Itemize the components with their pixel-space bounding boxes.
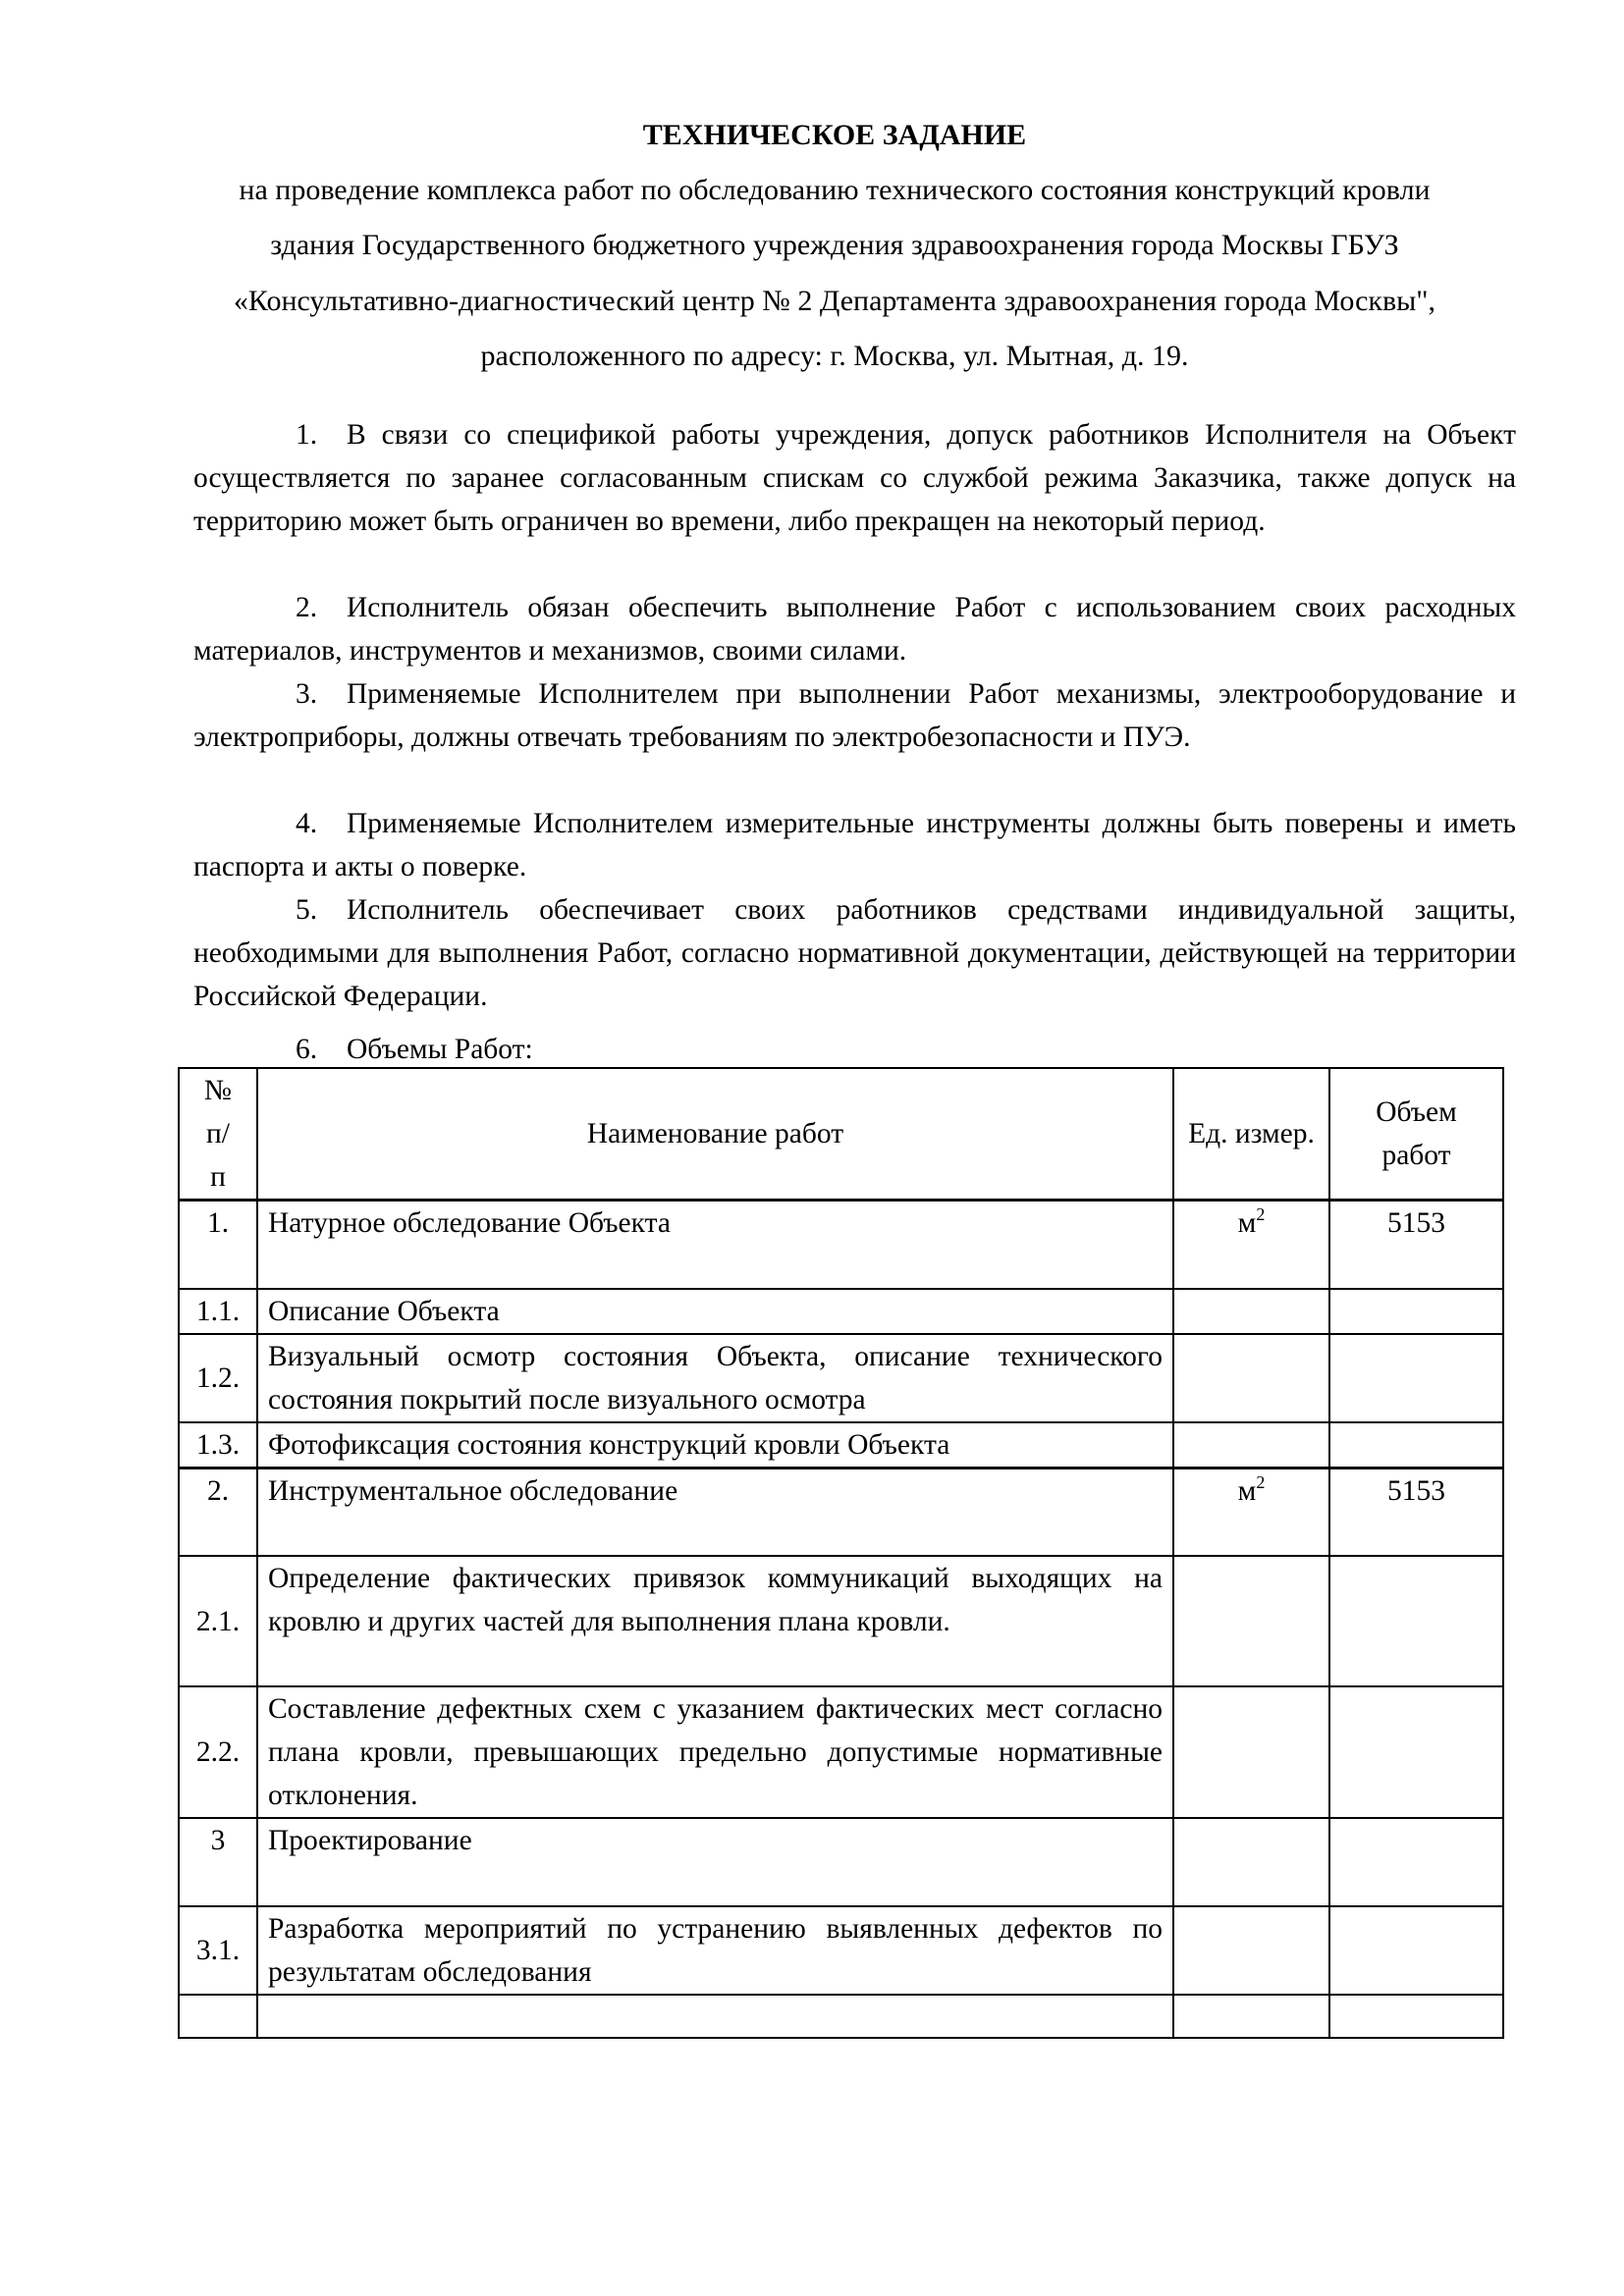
row-name [257, 1995, 1173, 2038]
row-number: 1.3. [179, 1422, 257, 1468]
row-volume [1329, 1422, 1503, 1468]
row-number: 3 [179, 1818, 257, 1906]
row-volume [1329, 1289, 1503, 1334]
row-volume [1329, 1995, 1503, 2038]
table-row [179, 1995, 1503, 2038]
row-number: 1. [179, 1201, 257, 1289]
row-volume: 5153 [1329, 1201, 1503, 1289]
row-number: 3.1. [179, 1906, 257, 1995]
table-row [179, 1686, 1503, 1818]
paragraph-text: Объемы Работ: [347, 1034, 533, 1065]
row-number: 2.1. [179, 1556, 257, 1686]
header-unit: Ед. измер. [1173, 1068, 1329, 1201]
table-row [179, 1422, 1503, 1468]
row-name: Натурное обследование Объекта [257, 1201, 1173, 1289]
row-volume: 5153 [1329, 1468, 1503, 1556]
table-row [179, 1468, 1503, 1556]
paragraph-3 [193, 672, 1516, 759]
table-row [179, 1556, 1503, 1686]
paragraph-text: Исполнитель обязан обеспечить выполнение Работ с использованием своих расходных материалов, инструментов и механизмов, своими силами. [193, 592, 1516, 667]
row-volume [1329, 1556, 1503, 1686]
row-unit [1173, 1686, 1329, 1818]
row-number [179, 1995, 257, 2038]
row-name: Определение фактических привязок коммуникаций выходящих на кровлю и других частей для выполнения плана кровли. [257, 1556, 1173, 1686]
paragraph-text: В связи со спецификой работы учреждения, допуск работников Исполнителя на Объект осуществляется по заранее согласованным спискам со службой режима Заказчика, также допуск на территорию может быть ограничен во времени, либо прекращен на некоторый период. [193, 419, 1516, 537]
row-unit [1173, 1468, 1329, 1556]
header-volume: Объем работ [1329, 1068, 1503, 1201]
row-number: 1.2. [179, 1334, 257, 1422]
table-row [179, 1818, 1503, 1906]
row-number: 2.2. [179, 1686, 257, 1818]
row-name: Описание Объекта [257, 1289, 1173, 1334]
paragraph-number: 2. [296, 592, 318, 623]
row-name: Проектирование [257, 1818, 1173, 1906]
row-unit [1173, 1334, 1329, 1422]
row-volume [1329, 1818, 1503, 1906]
table-row [179, 1201, 1503, 1289]
paragraph-number: 1. [296, 419, 318, 451]
paragraph-number: 4. [296, 808, 318, 839]
row-volume [1329, 1906, 1503, 1995]
subtitle-line-4: расположенного по адресу: г. Москва, ул. Мытная, д. 19. [480, 340, 1189, 372]
paragraph-5 [193, 888, 1516, 1018]
paragraph-number: 5. [296, 894, 318, 926]
table-row [179, 1906, 1503, 1995]
row-name: Разработка мероприятий по устранению выявленных дефектов по результатам обследования [257, 1906, 1173, 1995]
paragraph-number: 6. [296, 1034, 318, 1065]
table-row [179, 1289, 1503, 1334]
paragraph-6 [296, 1028, 533, 1071]
row-name: Составление дефектных схем с указанием фактических мест согласно плана кровли, превышающих предельно допустимые нормативные отклонения. [257, 1686, 1173, 1818]
paragraph-text: Применяемые Исполнителем измерительные инструменты должны быть поверены и иметь паспорта и акты о поверке. [193, 808, 1516, 882]
paragraph-2 [193, 586, 1516, 672]
row-unit [1173, 1556, 1329, 1686]
document-title: ТЕХНИЧЕСКОЕ ЗАДАНИЕ [642, 119, 1027, 151]
unit-text: м [1237, 1474, 1257, 1507]
table-header-row [179, 1068, 1503, 1201]
table-row [179, 1334, 1503, 1422]
header-name: Наименование работ [257, 1068, 1173, 1201]
row-volume [1329, 1686, 1503, 1818]
row-name: Инструментальное обследование [257, 1468, 1173, 1556]
row-unit [1173, 1422, 1329, 1468]
unit-superscript: 2 [1256, 1204, 1266, 1224]
unit-text: м [1237, 1207, 1257, 1239]
row-number: 2. [179, 1468, 257, 1556]
row-name: Фотофиксация состояния конструкций кровли Объекта [257, 1422, 1173, 1468]
paragraph-4 [193, 802, 1516, 888]
header-num: № п/п [179, 1068, 257, 1201]
paragraph-1 [193, 413, 1516, 543]
row-number: 1.1. [179, 1289, 257, 1334]
works-table [178, 1067, 1504, 2039]
subtitle-line-2: здания Государственного бюджетного учреждения здравоохранения города Москвы ГБУЗ [270, 229, 1399, 261]
row-unit [1173, 1906, 1329, 1995]
row-unit [1173, 1818, 1329, 1906]
row-unit [1173, 1201, 1329, 1289]
paragraph-text: Исполнитель обеспечивает своих работников средствами индивидуальной защиты, необходимыми для выполнения Работ, согласно нормативной документации, действующей на территории Российской Федерации. [193, 894, 1516, 1012]
row-name: Визуальный осмотр состояния Объекта, описание технического состояния покрытий после визуального осмотра [257, 1334, 1173, 1422]
subtitle-line-1: на проведение комплекса работ по обследованию технического состояния конструкций кровли [239, 174, 1431, 206]
unit-superscript: 2 [1256, 1471, 1266, 1492]
subtitle-line-3: «Консультативно-диагностический центр № 2 Департамента здравоохранения города Москвы", [233, 285, 1436, 317]
row-volume [1329, 1334, 1503, 1422]
paragraph-number: 3. [296, 678, 318, 710]
paragraph-text: Применяемые Исполнителем при выполнении Работ механизмы, электрооборудование и электроприборы, должны отвечать требованиям по электробезопасности и ПУЭ. [193, 678, 1516, 753]
row-unit [1173, 1289, 1329, 1334]
row-unit [1173, 1995, 1329, 2038]
